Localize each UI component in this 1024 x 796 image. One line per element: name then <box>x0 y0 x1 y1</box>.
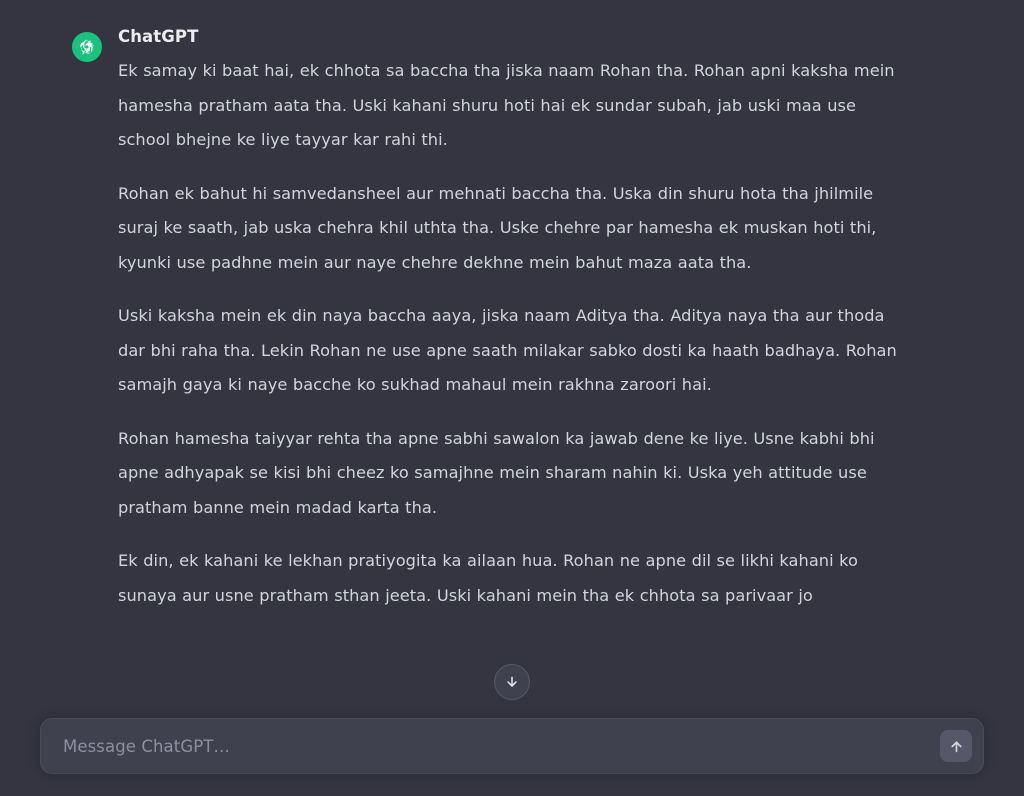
message-paragraph: Uski kaksha mein ek din naya baccha aaya, jiska naam Aditya tha. Aditya naya tha aur thoda dar bhi raha tha. Lekin Rohan ne use apne saath milakar sabko dosti ka haath badhaya. Rohan samajh gaya ki naye bacche ko sukhad mahaul mein rakhna zaroori hai. <box>118 306 897 394</box>
message-input[interactable] <box>41 719 983 773</box>
chevron-down-icon <box>504 674 520 690</box>
openai-logo-icon <box>72 32 102 62</box>
composer[interactable] <box>40 718 984 774</box>
message-body <box>118 26 908 632</box>
send-button[interactable] <box>940 730 972 762</box>
message-paragraph: Ek samay ki baat hai, ek chhota sa baccha tha jiska naam Rohan tha. Rohan apni kaksha mein hamesha pratham aata tha. Uski kahani shuru hoti hai ek sundar subah, jab uski maa use school bhejne ke liye tayyar kar rahi thi. <box>118 61 895 149</box>
composer-area <box>0 718 1024 796</box>
arrow-up-icon <box>948 738 965 755</box>
scroll-to-bottom-button[interactable] <box>494 664 530 700</box>
message-paragraph: Rohan hamesha taiyyar rehta tha apne sabhi sawalon ka jawab dene ke liye. Usne kabhi bhi apne adhyapak se kisi bhi cheez ko samajhne mein sharam nahin ki. Uska yeh attitude use pratham banne mein madad karta tha. <box>118 428 875 517</box>
message-author: ChatGPT <box>118 27 199 46</box>
message-paragraph: Ek din, ek kahani ke lekhan pratiyogita ka ailaan hua. Rohan ne apne dil se likhi kahani ko sunaya aur usne pratham sthan jeeta. Uski kahani mein tha ek chhota sa parivaar jo <box>118 551 858 605</box>
message-paragraph: Rohan ek bahut hi samvedansheel aur mehnati baccha tha. Uska din shuru hota tha jhilmile suraj ke saath, jab uska chehra khil uthta tha. Uske chehre par hamesha ek muskan hoti thi, kyunki use padhne mein aur naye chehre dekhne mein bahut maza aata tha. <box>118 183 877 272</box>
